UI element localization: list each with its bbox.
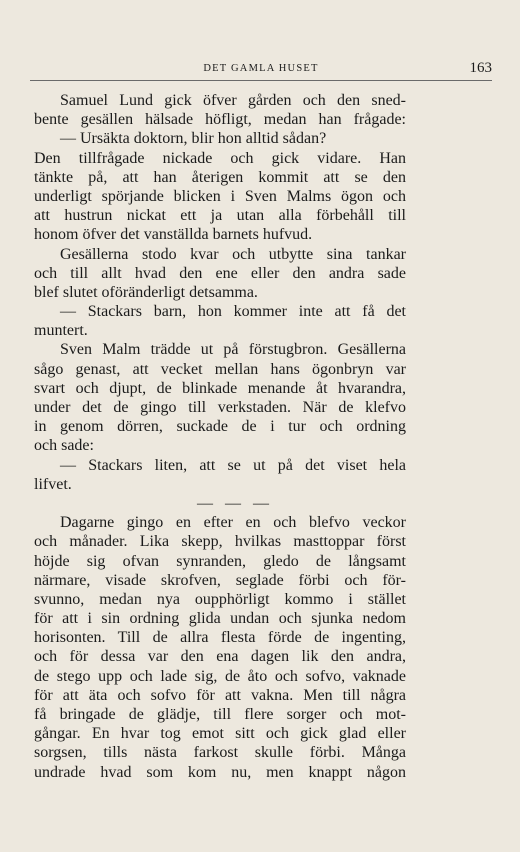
text-line: lifvet. (34, 475, 72, 493)
text-line: Sven Malm trädde ut på förstugbron. Gesällerna (60, 341, 406, 359)
text-line: för att i sin ordning glida undan och sjunka nedom (34, 610, 406, 628)
section-separator: — — — (197, 494, 273, 512)
text-line: blef slutet oföränderligt detsamma. (34, 283, 258, 301)
text-line: sorgsen, tills nästa farkost skulle förbi. Många (34, 744, 406, 762)
text-line: gångar. En hvar tog emot sitt och gick glad eller (34, 725, 406, 743)
text-line: att hustrun nickat ett ja utan alla förbehåll till (34, 207, 406, 225)
text-line: underligt spörjande blicken i Sven Malms ögon och (34, 187, 406, 205)
body-text (34, 91, 406, 782)
text-line: sågo genast, att vecket mellan hans ögonbryn var (34, 360, 406, 378)
text-line: in genom dörren, suckade de i tur och ordning (34, 418, 406, 436)
text-line: och för dessa var den ena dagen lik den andra, (34, 648, 406, 666)
text-line: honom öfver det vanställda barnets hufvud. (34, 226, 313, 244)
text-line: undrade hvad som kom nu, men knappt någon (34, 763, 406, 781)
text-line: bente gesällen hälsade höfligt, medan han frågade: (34, 111, 406, 129)
text-line: och sade: (34, 437, 94, 455)
text-line: få bringade de glädje, till flere sorger och mot- (34, 706, 406, 723)
text-line: höjde sig ofvan synranden, gledo de långsamt (34, 552, 406, 570)
text-line: och månader. Lika skepp, hvilkas masttoppar först (34, 533, 406, 551)
text-line: svart och djupt, de blinkade menande åt hvarandra, (34, 379, 406, 397)
text-line: — Ursäkta doktorn, blir hon alltid sådan? (60, 130, 327, 148)
text-line: — Stackars liten, att se ut på det viset hela (60, 456, 406, 474)
page-header (30, 60, 492, 76)
running-head: DET GAMLA HUSET (203, 63, 319, 74)
text-line: Den tillfrågade nickade och gick vidare. Han (34, 149, 406, 167)
text-line: Dagarne gingo en efter en och blefvo veckor (60, 514, 406, 532)
text-line: för att äta och sofvo för att vakna. Men till några (34, 686, 406, 704)
page-number: 163 (469, 60, 492, 76)
text-line: under det de gingo till verkstaden. När de klefvo (34, 399, 406, 416)
text-line: Samuel Lund gick öfver gården och den sned- (60, 92, 406, 109)
text-line: svunno, medan nya oupphörligt kommo i stället (34, 590, 406, 608)
text-line: och till allt hvad den ene eller den andra sade (34, 264, 406, 282)
text-line: närmare, visade skrofven, seglade förbi och för- (34, 571, 406, 589)
text-line: muntert. (34, 322, 88, 340)
text-line: horisonten. Till de allra flesta förde de ingenting, (34, 629, 406, 647)
text-line: Gesällerna stodo kvar och utbytte sina tankar (60, 245, 406, 263)
text-line: — Stackars barn, hon kommer inte att få det (60, 303, 406, 321)
text-line: de stego upp och lade sig, de åto och sofvo, vaknade (34, 667, 406, 685)
text-line: tänkte på, att han återigen kommit att se den (34, 168, 406, 186)
header-rule (30, 80, 492, 81)
